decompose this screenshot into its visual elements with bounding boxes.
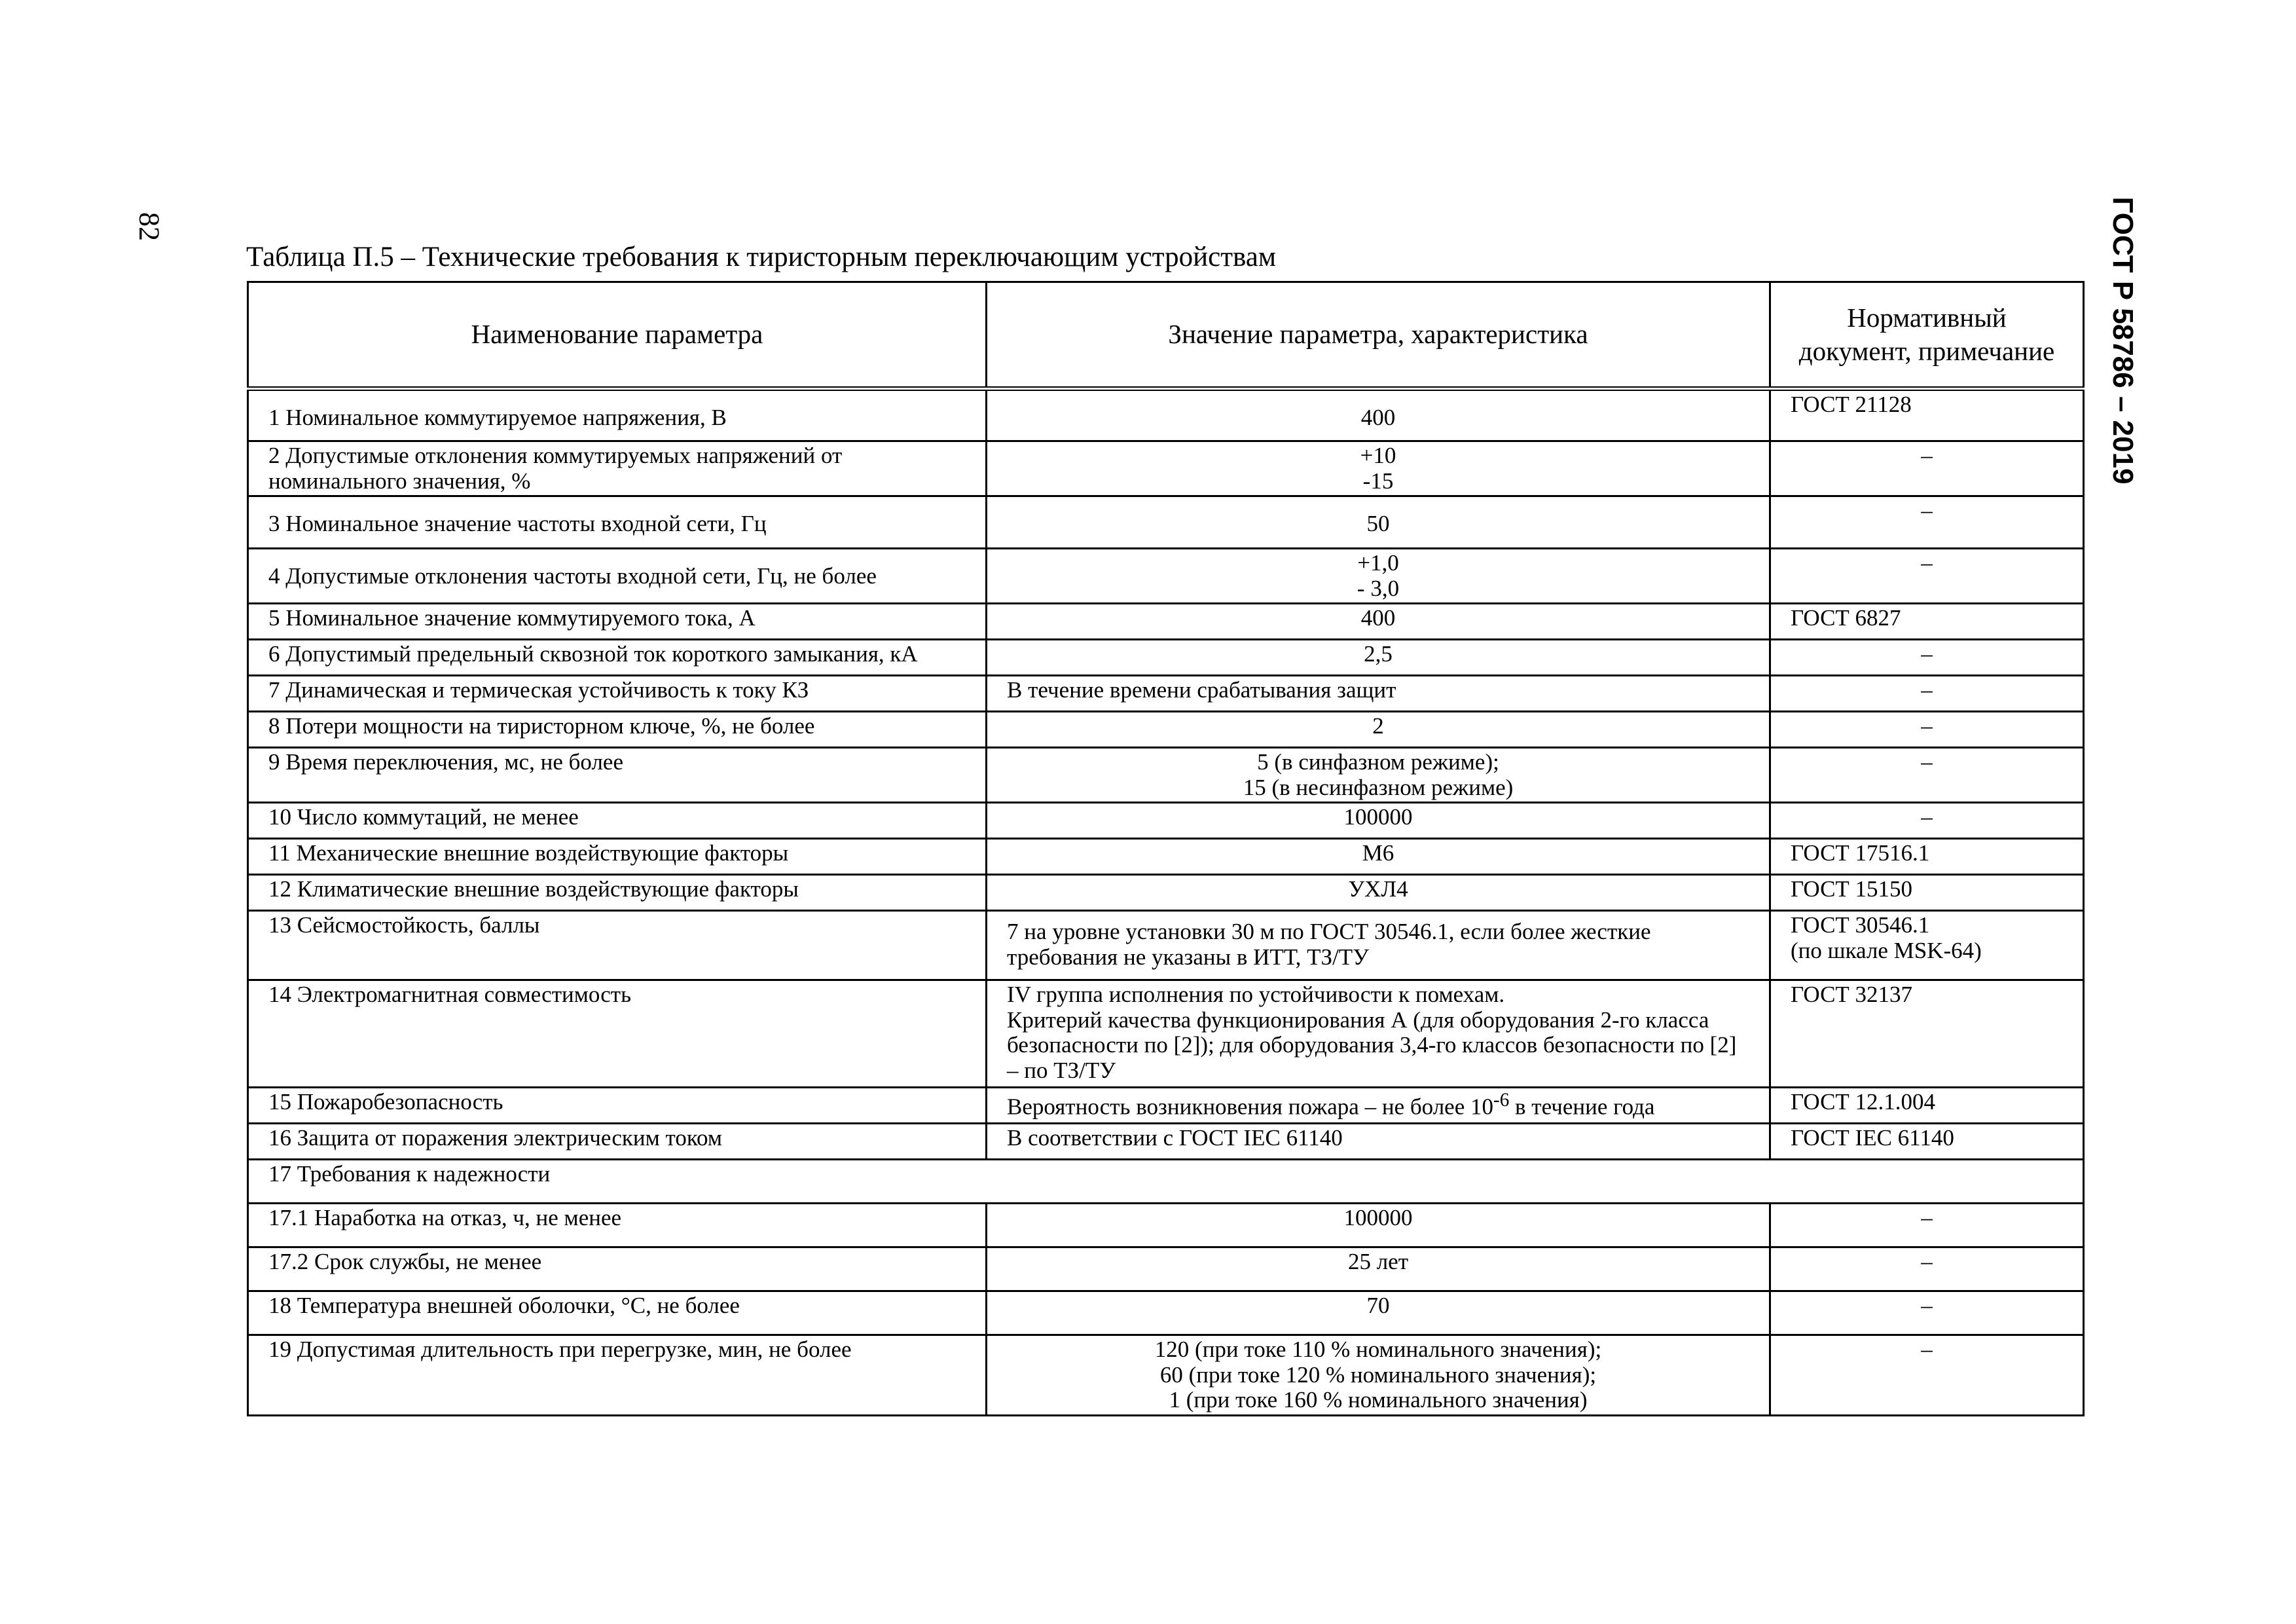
value-cell — [987, 441, 1770, 496]
param-cell: 15 Пожаробезопасность — [248, 1088, 987, 1124]
value-line: 15 (в несинфазном режиме) — [1243, 774, 1514, 800]
page-number: 82 — [133, 212, 166, 241]
param-cell: 11 Механические внешние воздействующие факторы — [248, 839, 987, 875]
table-row — [248, 911, 2084, 980]
table-row — [248, 980, 2084, 1088]
document-code: ГОСТ Р 58786 – 2019 — [2107, 196, 2139, 485]
value-cell: 25 лет — [987, 1247, 1770, 1291]
doc-cell: – — [1770, 441, 2084, 496]
doc-cell: ГОСТ IEC 61140 — [1770, 1124, 2084, 1160]
param-cell: 2 Допустимые отклонения коммутируемых напряжений от номинального значения, % — [248, 441, 987, 496]
table-row — [248, 748, 2084, 803]
doc-cell: – — [1770, 1204, 2084, 1247]
param-cell: 3 Номинальное значение частоты входной сети, Гц — [248, 496, 987, 549]
section-cell: 17 Требования к надежности — [248, 1160, 2084, 1204]
doc-cell: ГОСТ 17516.1 — [1770, 839, 2084, 875]
param-cell: 5 Номинальное значение коммутируемого тока, А — [248, 604, 987, 640]
doc-line: (по шкале MSK-64) — [1791, 937, 1982, 963]
doc-cell: – — [1770, 803, 2084, 839]
doc-cell: ГОСТ 32137 — [1770, 980, 2084, 1088]
table-row — [248, 496, 2084, 549]
value-cell — [987, 748, 1770, 803]
column-header-parameter: Наименование параметра — [248, 282, 987, 389]
table-row — [248, 604, 2084, 640]
param-cell: 10 Число коммутаций, не менее — [248, 803, 987, 839]
value-cell: 400 — [987, 604, 1770, 640]
value-cell: 70 — [987, 1291, 1770, 1335]
column-header-document: Нормативный документ, примечание — [1770, 282, 2084, 389]
value-cell: 7 на уровне установки 30 м по ГОСТ 30546.1, если более жесткие требования не указаны в ИТТ, ТЗ/ТУ — [987, 911, 1770, 980]
value-cell — [987, 1088, 1770, 1124]
value-line: 5 (в синфазном режиме); — [1257, 749, 1499, 775]
doc-cell: – — [1770, 1335, 2084, 1416]
param-cell: 17.1 Наработка на отказ, ч, не менее — [248, 1204, 987, 1247]
value-text: Вероятность возникновения пожара – не более 10 — [1007, 1094, 1493, 1120]
param-cell: 17.2 Срок службы, не менее — [248, 1247, 987, 1291]
doc-cell: ГОСТ 6827 — [1770, 604, 2084, 640]
table-row — [248, 1124, 2084, 1160]
value-exponent: -6 — [1493, 1090, 1510, 1111]
value-cell: 50 — [987, 496, 1770, 549]
table-row — [248, 1160, 2084, 1204]
table-row — [248, 441, 2084, 496]
param-cell: 16 Защита от поражения электрическим током — [248, 1124, 987, 1160]
value-cell — [987, 1335, 1770, 1416]
value-cell: 2,5 — [987, 640, 1770, 676]
table-row — [248, 1291, 2084, 1335]
doc-cell: – — [1770, 712, 2084, 748]
table-row — [248, 1335, 2084, 1416]
value-cell: УХЛ4 — [987, 875, 1770, 911]
table-row — [248, 549, 2084, 604]
table-row — [248, 712, 2084, 748]
table-row — [248, 389, 2084, 441]
table-row — [248, 676, 2084, 712]
table-row — [248, 1204, 2084, 1247]
doc-cell: ГОСТ 21128 — [1770, 389, 2084, 441]
doc-cell: – — [1770, 496, 2084, 549]
value-cell: М6 — [987, 839, 1770, 875]
requirements-table — [247, 281, 2085, 1416]
doc-cell — [1770, 911, 2084, 980]
value-line: Критерий качества функционирования А (для оборудования 2-го класса безопасности по [2]); для оборудования 3,4-го классов безопасности по [2] – по ТЗ/ТУ — [1007, 1006, 1737, 1083]
param-cell: 12 Климатические внешние воздействующие факторы — [248, 875, 987, 911]
value-cell: 100000 — [987, 1204, 1770, 1247]
param-cell: 18 Температура внешней оболочки, °С, не более — [248, 1291, 987, 1335]
table-row — [248, 875, 2084, 911]
param-cell: 13 Сейсмостойкость, баллы — [248, 911, 987, 980]
param-cell: 9 Время переключения, мс, не более — [248, 748, 987, 803]
doc-cell: ГОСТ 15150 — [1770, 875, 2084, 911]
value-line: 1 (при токе 160 % номинального значения) — [1169, 1387, 1588, 1412]
param-cell: 6 Допустимый предельный сквозной ток короткого замыкания, кА — [248, 640, 987, 676]
param-cell: 19 Допустимая длительность при перегрузке, мин, не более — [248, 1335, 987, 1416]
doc-cell: ГОСТ 12.1.004 — [1770, 1088, 2084, 1124]
doc-cell: – — [1770, 640, 2084, 676]
table-header-row — [248, 282, 2084, 389]
value-cell: 400 — [987, 389, 1770, 441]
value-cell: 2 — [987, 712, 1770, 748]
table-row — [248, 1247, 2084, 1291]
table-row — [248, 1088, 2084, 1124]
table-row — [248, 803, 2084, 839]
param-cell: 7 Динамическая и термическая устойчивость к току КЗ — [248, 676, 987, 712]
param-cell: 4 Допустимые отклонения частоты входной сети, Гц, не более — [248, 549, 987, 604]
doc-cell: – — [1770, 748, 2084, 803]
param-cell: 1 Номинальное коммутируемое напряжения, В — [248, 389, 987, 441]
value-cell: 100000 — [987, 803, 1770, 839]
value-cell — [987, 980, 1770, 1088]
column-header-value: Значение параметра, характеристика — [987, 282, 1770, 389]
doc-cell: – — [1770, 1247, 2084, 1291]
doc-line: ГОСТ 30546.1 — [1791, 912, 1930, 938]
value-line: 60 (при токе 120 % номинального значения); — [1159, 1361, 1597, 1388]
value-line: +10 — [1360, 443, 1396, 468]
param-cell: 14 Электромагнитная совместимость — [248, 980, 987, 1088]
table-title: Таблица П.5 – Технические требования к тиристорным переключающим устройствам — [246, 242, 1277, 272]
value-line: +1,0 — [1357, 550, 1399, 576]
table-row — [248, 839, 2084, 875]
doc-cell: – — [1770, 549, 2084, 604]
value-line: -15 — [1362, 468, 1394, 494]
value-text: в течение года — [1509, 1094, 1655, 1120]
value-cell: В течение времени срабатывания защит — [987, 676, 1770, 712]
doc-cell: – — [1770, 676, 2084, 712]
value-cell: В соответствии с ГОСТ IEC 61140 — [987, 1124, 1770, 1160]
value-cell — [987, 549, 1770, 604]
param-cell: 8 Потери мощности на тиристорном ключе, %, не более — [248, 712, 987, 748]
table-row — [248, 640, 2084, 676]
value-line: 120 (при токе 110 % номинального значения); — [1154, 1337, 1602, 1362]
value-line: IV группа исполнения по устойчивости к помехам. — [1007, 982, 1505, 1007]
value-line: - 3,0 — [1357, 575, 1400, 601]
doc-cell: – — [1770, 1291, 2084, 1335]
